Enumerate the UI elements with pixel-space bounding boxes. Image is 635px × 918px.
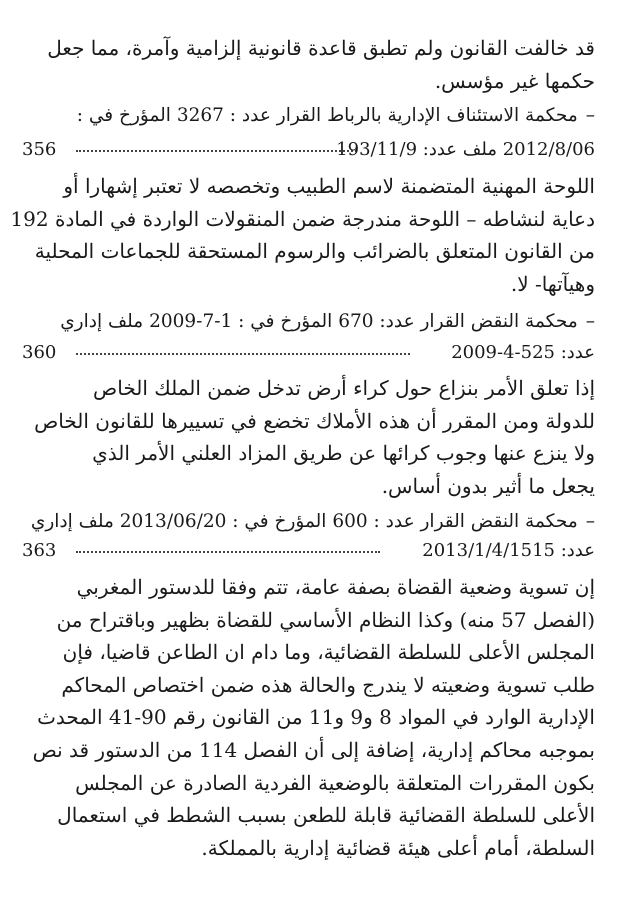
- paragraph-line: ولا ينزع عنها وجوب كرائها عن طريق المزاد العلني الأمر الذي: [92, 441, 595, 466]
- citation-file-number: 2012/8/06 ملف عدد: 193/11/9: [336, 139, 595, 160]
- paragraph-line: (الفصل 57 منه) وكذا النظام الأساسي للقضاة بظهير وباقتراح من: [56, 607, 595, 632]
- paragraph-line: بموجبه محاكم إدارية، إضافة إلى أن الفصل 114 من الدستور قد نص: [32, 737, 595, 762]
- citation-line: –محكمة الاستئناف الإدارية بالرباط القرار عدد : 3267 المؤرخ في :: [76, 105, 595, 126]
- paragraph-line: وهيآتها- لا.: [510, 271, 595, 296]
- citation-file-number: عدد: 2013/1/4/1515: [422, 540, 595, 561]
- leader-dots: [76, 353, 410, 355]
- paragraph-line: للدولة ومن المقرر أن هذه الأملاك تخضع في تسييرها للقانون الخاص: [34, 408, 595, 433]
- paragraph-4: [22, 571, 595, 864]
- paragraph-line: يجعل ما أثير بدون أساس.: [381, 473, 595, 498]
- paragraph-line: السلطة، أمام أعلى هيئة قضائية إدارية بالمملكة.: [201, 835, 595, 860]
- paragraph-line: من القانون المتعلق بالضرائب والرسوم المستحقة للجماعات المحلية: [34, 239, 595, 264]
- page-reference-number: 360: [22, 342, 57, 363]
- paragraph-line: إن تسوية وضعية القضاة بصفة عامة، تتم وفقا للدستور المغربي: [76, 575, 595, 599]
- page-reference-number: 363: [22, 540, 57, 561]
- citation-1: [22, 100, 595, 132]
- leader-dots: [76, 150, 357, 152]
- citation-line: –محكمة النقض القرار عدد : 600 المؤرخ في : 2013/06/20 ملف إداري: [30, 511, 595, 532]
- paragraph-line: حكمها غير مؤسس.: [434, 68, 595, 93]
- citation-reference-row: [22, 338, 595, 368]
- page-reference-number: 356: [22, 139, 57, 160]
- paragraph-line: طلب تسوية وضعيته لا يندرج والحالة هذه ضمن اختصاص المحاكم: [61, 672, 595, 697]
- paragraph-line: إذا تعلق الأمر بنزاع حول كراء أرض تدخل ضمن الملك الخاص: [93, 376, 595, 400]
- citation-line: –محكمة النقض القرار عدد: 670 المؤرخ في : 1-7-2009 ملف إداري: [60, 311, 595, 332]
- citation-reference-row: [22, 135, 595, 165]
- citation-reference-row: [22, 536, 595, 566]
- paragraph-3: [22, 372, 595, 502]
- paragraph-1: [22, 32, 595, 97]
- paragraph-line: الإدارية الوارد في المواد 8 و9 و11 من القانون رقم 90-41 المحدث: [37, 705, 595, 730]
- leader-dots: [76, 551, 380, 553]
- paragraph-line: قد خالفت القانون ولم تطبق قاعدة قانونية إلزامية وآمرة، مما جعل: [47, 36, 595, 60]
- paragraph-line: المجلس الأعلى للسلطة القضائية، وما دام ان الطاعن قاضيا، فإن: [62, 640, 595, 665]
- paragraph-2: [10, 170, 595, 300]
- paragraph-line: اللوحة المهنية المتضمنة لاسم الطبيب وتخصصه لا تعتبر إشهارا أو: [63, 174, 595, 198]
- paragraph-line: دعاية لنشاطه – اللوحة مندرجة ضمن المنقولات الواردة في المادة 192: [10, 206, 595, 231]
- citation-2: [22, 306, 595, 338]
- paragraph-line: بكون المقررات المتعلقة بالوضعية الفردية الصادرة عن المجلس: [75, 770, 595, 795]
- citation-file-number: عدد: 525-4-2009: [451, 342, 595, 363]
- citation-3: [22, 506, 595, 538]
- paragraph-line: الأعلى للسلطة القضائية قابلة للطعن بسبب الشطط في استعمال: [57, 803, 595, 828]
